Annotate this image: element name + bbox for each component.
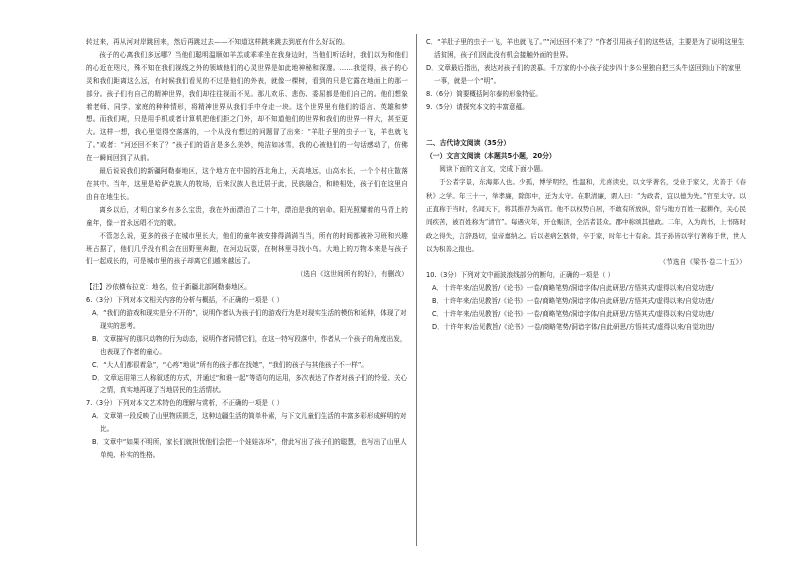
passage-source: （选自《这世间所有的好》，有删改） [296, 270, 408, 279]
q10-option-d: D．十许年来/治见教旨/《论书》一卷/商略笔势/洞谙字体/自此研思/方悟其式/虚得以来/自觉功进/ [432, 322, 715, 331]
passage-paragraph: 转过来，再从河对岸跳回来，然后再跳过去——不知道这样跳来跳去到底有什么好玩的。 [86, 38, 350, 46]
section-heading: 二、古代诗文阅读（35分） [426, 139, 511, 148]
right-column [426, 36, 746, 334]
q6-option-a: A．“我们的游戏和现实是分不开的”，说明作者认为孩子们的游戏行为是对现实生活的模仿和延伸，体现了对现实的思考。 [92, 309, 407, 330]
q7-option-c: C．“羊肚子里的虫子一飞，羊也就飞了。”“河还回不来了？”作者引用孩子们的这些话，主要是为了说明这里生活贫困，孩子们因此没有机会接触外面的世界。 [426, 38, 745, 59]
column-divider [416, 34, 417, 546]
q10-option-b: B．十许年来/治见教旨/《论书》一卷/商略笔势/洞谙字体/自此研思/方悟其式/虚得以来/自觉功进/ [432, 296, 714, 305]
passage-paragraph: 最后说说我们的新疆阿勒泰地区，这个地方在中国的西北角上，天高地远，山高水长，一个个村庄散落在其中。当年，这里是哈萨克族人的牧场，后来汉族人也迁居于此，民族融合，和睦相处，孩子们在这里自由自在地生长。 [86, 167, 408, 201]
q10-option-c: C．十许年来/治见教旨/《论书》一卷/商略笔势/洞谙字体/自此研思/方悟其式/虚得以来/自觉功进/ [432, 309, 714, 318]
q6-option-c: C．“大人们都很着急”，“心疼”地说“所有的孩子都在找她”，“我们的孩子与其他孩子不一样”。 [92, 360, 368, 369]
passage-paragraph: 不管怎么说，更多的孩子在城市里长大，他们的童年被安排得满满当当，所有的时间都被补习班和兴趣班占据了，他们几乎没有机会在田野里奔跑，在河边玩耍，在树林里寻找小鸟。大地上的万物本来是与孩子们一起成长的，可是城市里的孩子却离它们越来越远了。 [86, 231, 408, 266]
q6-option-d: D．文章运用第三人称叙述的方式，并通过“和谁一起”等语句的运用，多次表达了作者对孩子们的怜爱、关心之情，真实地再现了当地居民的生活情状。 [92, 373, 408, 395]
q6-option-b: B．文章描写的那只动物的行为动态，说明作者同情它们，在这一特写段落中，作者从一个孩子的角度出发，也表现了作者的童心。 [92, 334, 407, 356]
q7-option-d: D．文章最后指出，表达对孩子们的羡慕。千万家的小小孩子徒步四十多公里独自把三头牛送回到山下的家里一事，就是一个“明”。 [426, 63, 741, 85]
footnote: 【注】沙依横布拉克：地名，位于新疆北部阿勒泰地区。 [86, 283, 251, 292]
question-9: 9.（5分）请探究本文的丰富意蕴。 [426, 102, 529, 111]
q7-option-b: B．文章中“如果不明所，家长们就担忧他们会把一个娃娃冻坏”，借此写出了孩子们的聪慧，也写出了山里人单纯、朴实的性格。 [92, 438, 407, 459]
q7-option-a: A．文章第一段反映了山里物质匮乏，这种边疆生活的简单朴素，与下文儿童们生活的丰富多彩形成鲜明的对比。 [92, 412, 407, 434]
subsection-heading: （一）文言文阅读（本题共5小题，20分） [426, 152, 556, 161]
question-8: 8.（6分）简要概括阿尔泰的形象特征。 [426, 89, 542, 98]
q10-option-a: A．十许年来/治见教旨/《论书》一卷/商略笔势/洞谙字体/自此研思/方悟其式/虚得以来/自觉功进/ [432, 283, 714, 292]
question-7: 7.（3分）下列对本文艺术特色的理解与赏析，不正确的一项是（ ） [86, 399, 284, 408]
passage-paragraph: 离乡以后，才明白家乡有多么宝贵，我在外面漂泊了二十年，漂泊是我的宿命。阳光照耀着的马背上的童年，像一首永远唱不完的歌。 [86, 205, 408, 227]
reading-instruction: 阅读下面的文言文，完成下面小题。 [439, 165, 548, 174]
left-column [86, 36, 408, 462]
passage-paragraph: 孩子的心离我们多远哪？当他们聪明温顺如羊羔或乖乖坐在我身边时，当他们听话时，我们以为和他们的心近在咫尺，殊不知在我们视线之外的领域他们的心灵世界是如此地神秘和深邃。……我觉得，孩子的心灵和我们距离这么远，有时候我们看见的不过是他们的外表，就像一棵树，看到的只是它露在地面上的那一部分。孩子们有自己的精神世界，我们却往往视而不见。那儿欢乐、悲伤、委屈都是他们自己的。他们想象着老师、同学、家庭的种种情形，将精神世界从我们手中夺走一块。这个世界里有他们的语言、英雄和梦想。而我们呢，只是用手机或者计算机把他们拒之门外，却不知道他们的世界和我们的世界一样大，甚至更大。这样一想，我心里觉得空落落的，一个从没有想过的问题冒了出来：“羊肚子里的虫子一飞，羊也就飞了。”或者：“河还回不来了？”孩子们的语言是多么美妙，纯洁如冰雪，我的心被他们的一句话感动了，仿佛在一瞬间回到了从前。 [86, 50, 408, 163]
question-10: 10.（3分）下列对文中画波浪线部分的断句，正确的一项是（ ） [426, 271, 615, 280]
question-6: 6.（3分）下列对本文相关内容的分析与概括，不正确的一项是（ ） [86, 296, 284, 305]
classical-source: （节选自《梁书·卷二十五》） [659, 258, 746, 267]
classical-passage: 于公者字景，东海郯人也。少孤，博学明经，性温和，尤喜读史，以文学著名，受业于家父，尤善于《春秋》之学。年三十一，举孝廉，除郎中，迁为太守。在职清廉，谓人曰：“为政者，宜以德为先。”官至太守。以正直称于当时，名闻天下，将其推荐为高官。他不以权势自居，不敢有所放纵，常与地方百姓一起耕作，关心民间疾苦，被百姓称为“清官”。每遇灾年，开仓赈济，全活者甚众。郡中称颂其德政。二年，入为尚书，上书陈时政之得失，言辞恳切，皇帝嘉纳之。后以老病乞骸骨，卒于家，时年七十有余。其子孙皆以学行著称于世，世人以为积善之报也。 [426, 178, 746, 253]
